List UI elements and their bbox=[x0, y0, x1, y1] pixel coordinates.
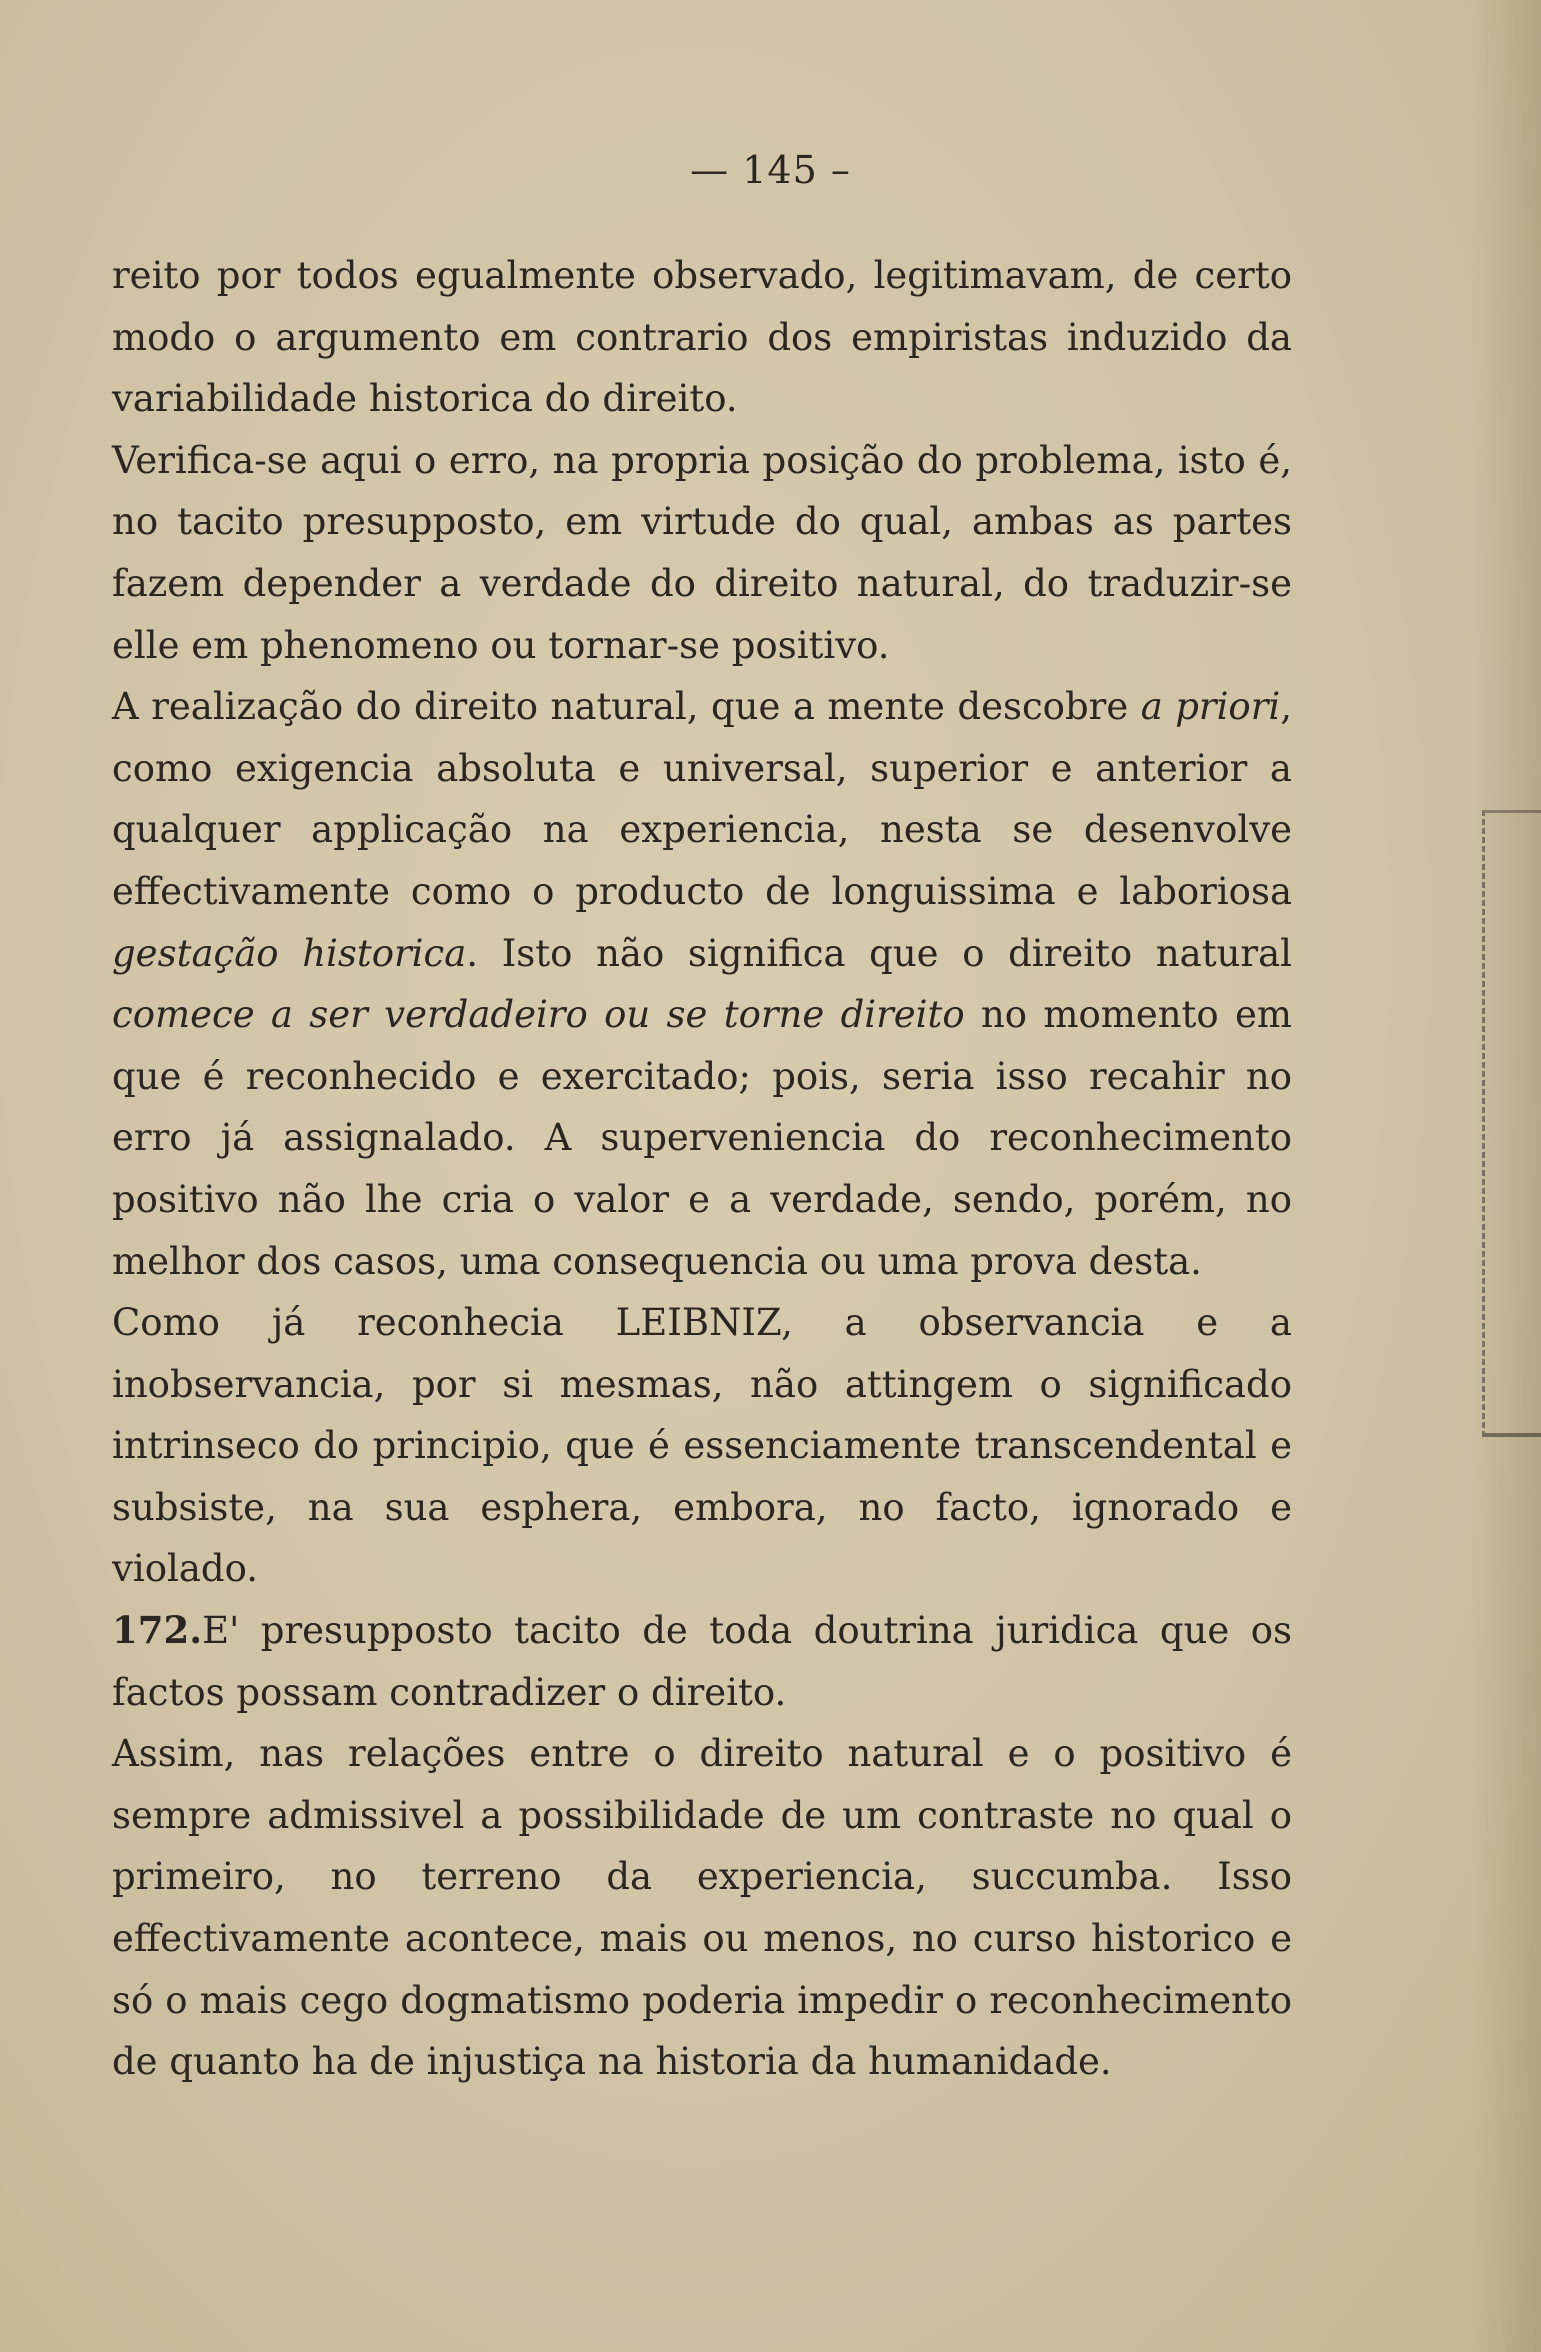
italic-segment: comece a ser verdadeiro ou se torne direito bbox=[112, 993, 965, 1037]
text-segment: reito por todos egualmente observado, legitimavam, de certo modo o argumento em contrario dos empiristas induzido da variabilidade historica do direito. bbox=[112, 254, 1292, 421]
page-body bbox=[112, 245, 1292, 2093]
text-segment: Como já reconhecia LEIBNIZ, a observancia e a inobservancia, por si mesmas, não attingem o significado intrinseco do principio, que é essenciamente transcendental e subsiste, na sua esphera, embora, no facto, ignorado e violado. bbox=[112, 1301, 1292, 1591]
library-stamp bbox=[1482, 810, 1541, 1437]
paragraph bbox=[112, 430, 1292, 676]
paragraph bbox=[112, 676, 1292, 1292]
text-segment: no momento em que é reconhecido e exercitado; pois, seria isso recahir no erro já assignalado. A superveniencia do reconhecimento positivo não lhe cria o valor e a verdade, sendo, porém, no melhor dos casos, uma consequencia ou uma prova desta. bbox=[112, 993, 1292, 1283]
text-segment: . Isto não significa que o direito natural bbox=[466, 931, 1292, 975]
text-segment: Verifica-se aqui o erro, na propria posição do problema, isto é, no tacito presupposto, em virtude do qual, ambas as partes fazem depender a verdade do direito natural, do traduzir-se elle em phenomeno ou tornar-se positivo. bbox=[112, 438, 1292, 667]
text-segment: Assim, nas relações entre o direito natural e o positivo é sempre admissivel a possibilidade de um contraste no qual o primeiro, no terreno da experiencia, succumba. Isso effectivamente acontece, mais ou menos, no curso historico e só o mais cego dogmatismo poderia impedir o reconhecimento de quanto ha de injustiça na historia da humanidade. bbox=[112, 1732, 1292, 2084]
paragraph bbox=[112, 245, 1292, 430]
section-number: 172. bbox=[112, 1608, 203, 1653]
paragraph bbox=[112, 1292, 1292, 1600]
text-segment: E' presupposto tacito de toda doutrina juridica que os factos possam contradizer o direito. bbox=[112, 1609, 1292, 1714]
paragraph bbox=[112, 1600, 1292, 1723]
page-number: — 145 – bbox=[690, 148, 851, 192]
italic-segment: a priori bbox=[1140, 685, 1281, 729]
text-segment: , como exigencia absoluta e universal, superior e anterior a qualquer applicação na experiencia, nesta se desenvolve effectivamente como o producto de longuissima e laboriosa bbox=[112, 685, 1292, 913]
italic-segment: gestação historica bbox=[112, 931, 467, 975]
text-segment: A realização do direito natural, que a mente descobre bbox=[112, 685, 1141, 729]
paragraph bbox=[112, 1723, 1292, 2093]
